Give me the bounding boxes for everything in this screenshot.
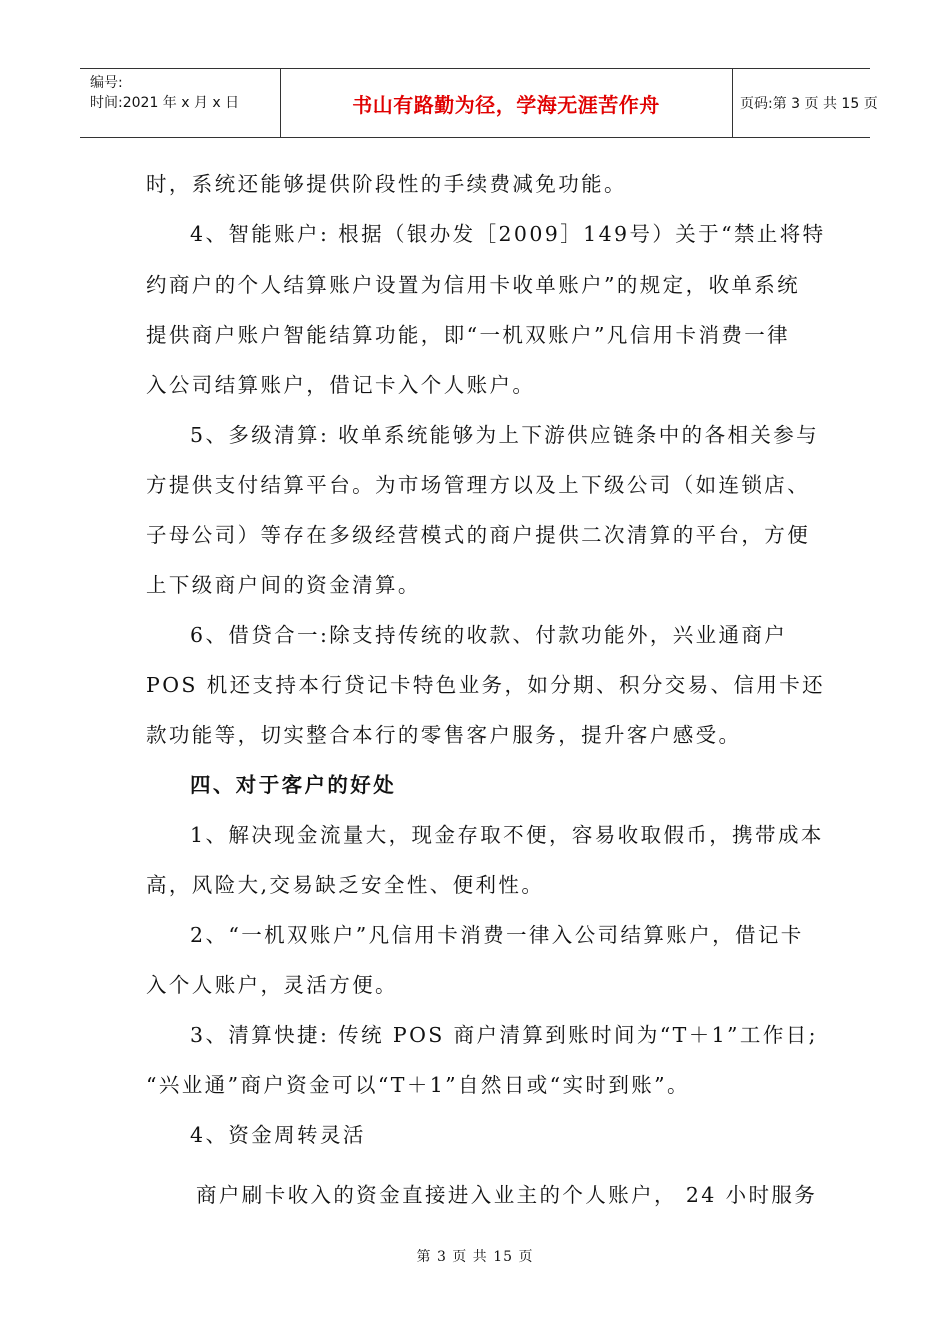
body-line: 提供商户账户智能结算功能，即“一机双账户”凡信用卡消费一律 [146,323,791,347]
body-line: 约商户的个人结算账户设置为信用卡收单账户”的规定，收单系统 [146,273,801,297]
body-line: 方提供支付结算平台。为市场管理方以及上下级公司（如连锁店、 [146,473,811,497]
body-line: 高，风险大,交易缺乏安全性、便利性。 [146,873,545,897]
header-page-number: 页码:第 3 页 共 15 页 [740,96,878,112]
body-line: 入个人账户，灵活方便。 [146,973,398,997]
body-line: 5、多级清算: 收单系统能够为上下游供应链条中的各相关参与 [190,423,820,447]
body-line: 时，系统还能够提供阶段性的手续费减免功能。 [146,172,627,196]
body-line: 子母公司）等存在多级经营模式的商户提供二次清算的平台，方便 [146,523,811,547]
section-heading: 四、对于客户的好处 [190,773,397,797]
header-motto: 书山有路勤为径，学海无涯苦作舟 [352,93,660,117]
page-header [80,68,878,138]
body-line: 上下级商户间的资金清算。 [146,573,421,597]
body-line: 4、智能账户: 根据（银办发［2009］149号）关于“禁止将特 [190,222,826,246]
body-line: 6、借贷合一:除支持传统的收款、付款功能外，兴业通商户 [190,623,788,647]
body-line: 款功能等，切实整合本行的零售客户服务，提升客户感受。 [146,723,742,747]
body-line: “兴业通”商户资金可以“T＋1”自然日或“实时到账”。 [146,1073,690,1097]
body-line: 商户刷卡收入的资金直接进入业主的个人账户， 24 小时服务 [196,1183,818,1207]
body-line: 4、资金周转灵活 [190,1123,366,1147]
document-number-label: 编号: [90,75,123,91]
body-line: 入公司结算账户，借记卡入个人账户。 [146,373,536,397]
document-date-label: 时间:2021 年 x 月 x 日 [90,95,240,111]
body-line: 2、“一机双账户”凡信用卡消费一律入公司结算账户，借记卡 [190,923,804,947]
body-line: POS 机还支持本行贷记卡特色业务，如分期、积分交易、信用卡还 [146,673,826,697]
page-footer: 第 3 页 共 15 页 [416,1249,534,1265]
body-line: 3、清算快捷: 传统 POS 商户清算到账时间为“T＋1”工作日; [190,1023,818,1047]
header-page-cell [732,69,878,137]
body-line: 1、解决现金流量大，现金存取不便，容易收取假币，携带成本 [190,823,824,847]
header-meta-cell [80,69,281,137]
header-motto-cell [280,69,733,137]
